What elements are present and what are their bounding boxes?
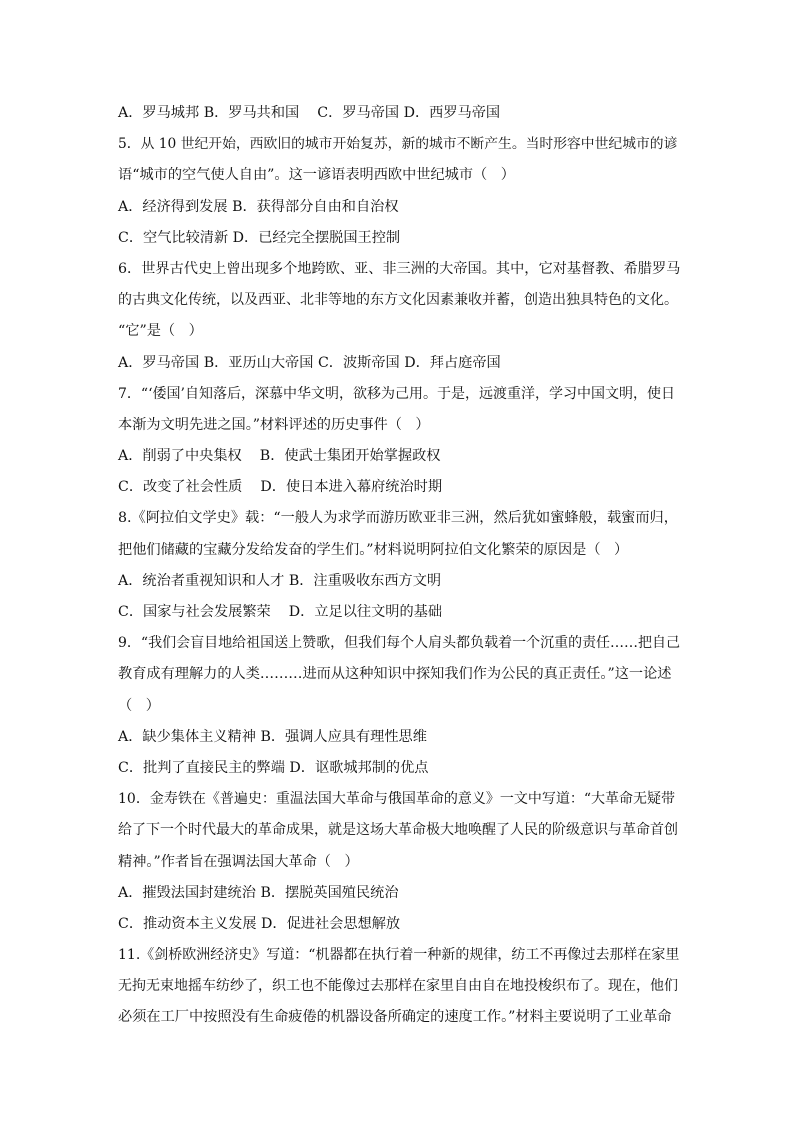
question-11-cont: 必须在工厂中按照没有生命疲倦的机器设备所确定的速度工作。”材料主要说明了工业革命 [118, 1009, 672, 1026]
question-10-cont: 精神。”作者旨在强调法国大革命（ ） [118, 853, 359, 870]
question-10-cont: 给了下一个时代最大的革命成果，就是这场大革命极大地唤醒了人民的阶级意识与革命首创 [118, 822, 678, 839]
option-line: C．推动资本主义发展 D．促进社会思想解放 [118, 915, 401, 932]
option-line: C．改变了社会性质 D．使日本进入幕府统治时期 [118, 479, 443, 496]
option-line: C．国家与社会发展繁荣 D．立足以往文明的基础 [118, 604, 443, 620]
option-line: A．罗马帝国 B．亚历山大帝国 C．波斯帝国 D．拜占庭帝国 [118, 354, 501, 371]
question-8-cont: 把他们储藏的宝藏分发给发奋的学生们。”材料说明阿拉伯文化繁荣的原因是（ ） [118, 541, 629, 558]
option-line: A．缺少集体主义精神 B．强调人应具有理性思维 [118, 728, 427, 745]
question-5-cont: 语“城市的空气使人自由”。这一谚语表明西欧中世纪城市（ ） [118, 167, 515, 184]
option-line: A．经济得到发展 B．获得部分自由和自治权 [118, 198, 399, 215]
option-line: A．削弱了中央集权 B．使武士集团开始掌握政权 [118, 448, 441, 465]
option-line: A．摧毁法国封建统治 B．摆脱英国殖民统治 [118, 884, 399, 901]
question-7-cont: 本渐为文明先进之国。”材料评述的历史事件（ ） [118, 416, 430, 433]
option-line: A．罗马城邦 B．罗马共和国 C．罗马帝国 D．西罗马帝国 [118, 105, 501, 121]
question-5: 5．从 10 世纪开始，西欧旧的城市开始复苏，新的城市不断产生。当时形容中世纪城市的谚 [118, 136, 678, 153]
question-6: 6．世界古代史上曾出现多个地跨欧、亚、非三洲的大帝国。其中，它对基督教、希腊罗马 [118, 260, 681, 277]
question-8: 8.《阿拉伯文学史》载：“一般人为求学而游历欧亚非三洲，然后犹如蜜蜂般，载蜜而归， [118, 510, 678, 527]
question-10: 10．金寿铁在《普遍史：重温法国大革命与俄国革命的意义》一文中写道：“大革命无疑带 [118, 791, 675, 808]
question-9-cont: （ ） [118, 697, 160, 714]
option-line: C．批判了直接民主的弊端 D．讴歌城邦制的优点 [118, 759, 429, 776]
question-6-cont: “它”是（ ） [118, 323, 203, 340]
question-9-cont: 教育成有理解力的人类………进而从这种知识中探知我们作为公民的真正责任。”这一论述 [118, 666, 672, 683]
question-9: 9．“我们会盲目地给祖国送上赞歌，但我们每个人肩头都负载着一个沉重的责任……把自己 [118, 635, 681, 652]
option-line: A．统治者重视知识和人才 B．注重吸收东西方文明 [118, 572, 442, 589]
question-6-cont: 的古典文化传统，以及西亚、北非等地的东方文化因素兼收并蓄，创造出独具特色的文化。 [118, 292, 678, 309]
question-11-cont: 无拘无束地摇车纺纱了，织工也不能像过去那样在家里自由自在地投梭织布了。现在，他们 [118, 978, 678, 995]
exam-page [118, 98, 680, 1034]
question-7: 7．“‘倭国’自知落后，深慕中华文明，欲移为己用。于是，远渡重洋，学习中国文明，使日 [118, 385, 675, 402]
question-11: 11.《剑桥欧洲经济史》写道：“机器都在执行着一种新的规律，纺工不再像过去那样在家里 [118, 947, 680, 964]
option-line: C．空气比较清新 D．已经完全摆脱国王控制 [118, 229, 401, 246]
